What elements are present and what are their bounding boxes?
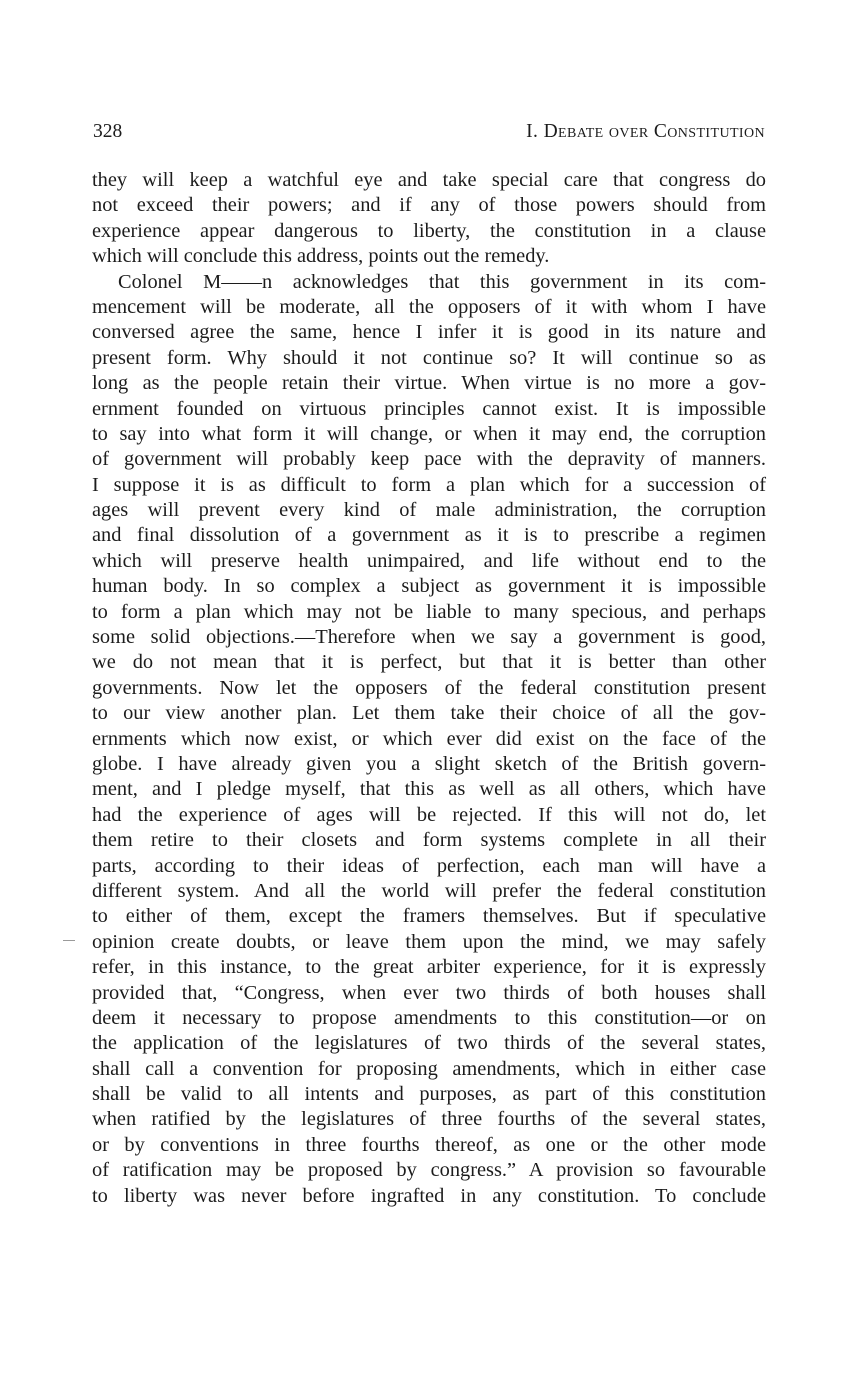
text-line: shall call a convention for proposing amendments, which in either case [92,1057,766,1080]
text-line: shall be valid to all intents and purposes, as part of this constitution [92,1083,766,1106]
text-line: to say into what form it will change, or when it may end, the corruption [92,422,766,445]
text-line: experience appear dangerous to liberty, the constitution in a clause [92,219,766,242]
text-line: of ratification may be proposed by congress.” A provision so favourable [92,1159,766,1182]
text-line: to either of them, except the framers themselves. But if speculative [92,905,766,928]
body-text [92,168,766,1209]
text-line: refer, in this instance, to the great arbiter experience, for it is expressly [92,956,766,979]
text-line: them retire to their closets and form systems complete in all their [92,829,766,852]
text-line: when ratified by the legislatures of three fourths of the several states, [92,1108,766,1131]
text-line: human body. In so complex a subject as government it is impossible [92,575,766,598]
text-line: conversed agree the same, hence I infer it is good in its nature and [92,321,766,344]
text-line: I suppose it is as difficult to form a plan which for a succession of [92,473,766,496]
running-head [93,118,765,146]
text-line: long as the people retain their virtue. When virtue is no more a gov- [92,372,766,395]
text-line: ment, and I pledge myself, that this as well as all others, which have [92,778,766,801]
text-line: had the experience of ages will be rejected. If this will not do, let [92,803,766,826]
text-line: different system. And all the world will prefer the federal constitution [92,879,766,902]
text-line: mencement will be moderate, all the opposers of it with whom I have [92,295,766,318]
text-line: to form a plan which may not be liable to many specious, and perhaps [92,600,766,623]
text-line: which will preserve health unimpaired, and life without end to the [92,549,766,572]
margin-mark [63,940,75,941]
text-line: they will keep a watchful eye and take special care that congress do [92,169,766,191]
text-line: globe. I have already given you a slight sketch of the British govern- [92,752,766,775]
text-line: provided that, “Congress, when ever two thirds of both houses shall [92,981,766,1004]
text-line: to our view another plan. Let them take their choice of all the gov- [92,702,766,725]
text-line: deem it necessary to propose amendments to this constitution—or on [92,1006,766,1029]
text-line: opinion create doubts, or leave them upon the mind, we may safely [92,930,766,953]
text-line: governments. Now let the opposers of the federal constitution present [92,676,766,699]
text-line: not exceed their powers; and if any of those powers should from [92,194,766,217]
text-line: Colonel M——n acknowledges that this government in its com- [118,270,766,293]
text-line: parts, according to their ideas of perfection, each man will have a [92,854,766,877]
text-line: ernments which now exist, or which ever did exist on the face of the [92,727,766,750]
text-line: to liberty was never before ingrafted in any constitution. To conclude [92,1184,766,1207]
page-number: 328 [93,121,123,142]
text-line: of government will probably keep pace with the depravity of manners. [92,448,766,471]
text-line: we do not mean that it is perfect, but that it is better than other [92,651,766,674]
text-line: the application of the legislatures of two thirds of the several states, [92,1032,766,1055]
text-line: ages will prevent every kind of male administration, the corruption [92,499,766,522]
text-line: or by conventions in three fourths thereof, as one or the other mode [92,1133,766,1156]
text-line: some solid objections.—Therefore when we say a government is good, [92,626,766,649]
text-line: which will conclude this address, points out the remedy. [92,245,550,268]
text-line: and final dissolution of a government as it is to prescribe a regimen [92,524,766,547]
text-line: ernment founded on virtuous principles cannot exist. It is impossible [92,397,766,420]
section-title: I. Debate over Constitution [526,121,765,142]
text-line: present form. Why should it not continue so? It will continue so as [92,346,766,369]
